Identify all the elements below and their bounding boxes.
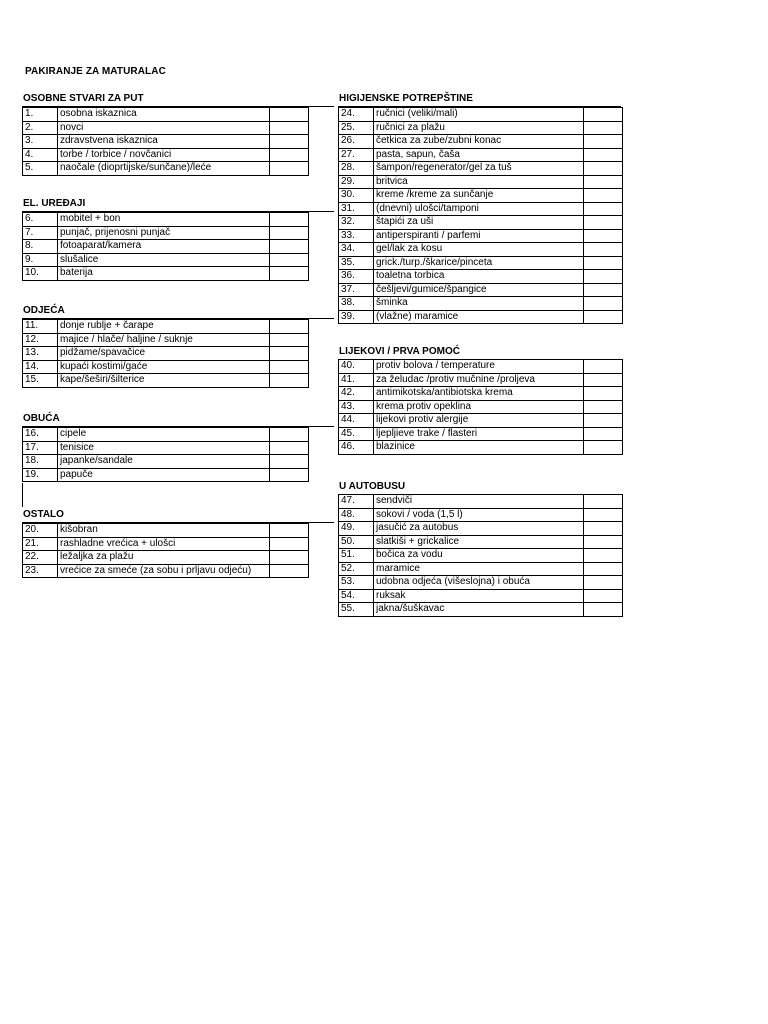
check-cell[interactable] (584, 270, 623, 284)
table-row (23, 360, 309, 374)
table-row (339, 202, 623, 216)
table-row (23, 374, 309, 388)
item-label: blazinice (374, 441, 584, 455)
item-number: 44. (339, 414, 374, 428)
item-number: 40. (339, 360, 374, 374)
item-label: maramice (374, 562, 584, 576)
item-number: 27. (339, 148, 374, 162)
item-label: štapići za uši (374, 216, 584, 230)
table-row (339, 189, 623, 203)
table-row (23, 455, 309, 469)
item-number: 54. (339, 589, 374, 603)
checklist-table (338, 107, 623, 324)
check-cell[interactable] (270, 121, 309, 135)
item-label: ležaljka za plažu (58, 551, 270, 565)
item-label: krema protiv opeklina (374, 400, 584, 414)
item-label: fotoaparat/kamera (58, 240, 270, 254)
checklist-table (22, 427, 309, 482)
section-heading: OSOBNE STVARI ZA PUT (22, 92, 334, 107)
section-lijekovi (338, 345, 623, 455)
section-ostalo (22, 508, 334, 578)
check-cell[interactable] (584, 256, 623, 270)
item-label: četkica za zube/zubni konac (374, 135, 584, 149)
check-cell[interactable] (270, 240, 309, 254)
table-row (339, 135, 623, 149)
item-number: 8. (23, 240, 58, 254)
table-row (339, 495, 623, 509)
check-cell[interactable] (584, 148, 623, 162)
table-row (339, 216, 623, 230)
table-row (339, 310, 623, 324)
check-cell[interactable] (270, 320, 309, 334)
item-label: antiperspiranti / parfemi (374, 229, 584, 243)
check-cell[interactable] (584, 603, 623, 617)
item-number: 9. (23, 253, 58, 267)
table-row (23, 148, 309, 162)
check-cell[interactable] (584, 175, 623, 189)
check-cell[interactable] (584, 495, 623, 509)
table-row (23, 226, 309, 240)
item-number: 17. (23, 441, 58, 455)
item-number: 14. (23, 360, 58, 374)
item-label: naočale (dioprtijske/sunčane)/leće (58, 162, 270, 176)
check-cell[interactable] (270, 226, 309, 240)
checklist-table (22, 319, 309, 388)
check-cell[interactable] (584, 508, 623, 522)
checklist-table (22, 107, 309, 176)
check-cell[interactable] (584, 535, 623, 549)
check-cell[interactable] (270, 537, 309, 551)
check-cell[interactable] (270, 148, 309, 162)
item-label: ljepljieve trake / flasteri (374, 427, 584, 441)
item-label: ručnici za plažu (374, 121, 584, 135)
item-number: 28. (339, 162, 374, 176)
item-number: 52. (339, 562, 374, 576)
item-number: 33. (339, 229, 374, 243)
item-number: 21. (23, 537, 58, 551)
item-number: 13. (23, 347, 58, 361)
item-number: 12. (23, 333, 58, 347)
table-row (339, 283, 623, 297)
table-row (23, 267, 309, 281)
check-cell[interactable] (270, 253, 309, 267)
check-cell[interactable] (270, 135, 309, 149)
item-number: 1. (23, 108, 58, 122)
item-number: 23. (23, 564, 58, 578)
table-row (23, 135, 309, 149)
item-number: 47. (339, 495, 374, 509)
section-obuca (22, 412, 334, 482)
item-label: protiv bolova / temperature (374, 360, 584, 374)
item-number: 34. (339, 243, 374, 257)
item-number: 41. (339, 373, 374, 387)
item-label: kreme /kreme za sunčanje (374, 189, 584, 203)
table-row (339, 229, 623, 243)
table-row (339, 108, 623, 122)
table-row (339, 441, 623, 455)
item-label: slušalice (58, 253, 270, 267)
check-cell[interactable] (584, 387, 623, 401)
item-number: 3. (23, 135, 58, 149)
table-row (339, 270, 623, 284)
check-cell[interactable] (584, 229, 623, 243)
check-cell[interactable] (584, 310, 623, 324)
item-label: baterija (58, 267, 270, 281)
section-heading: EL. UREĐAJI (22, 197, 334, 212)
item-number: 16. (23, 428, 58, 442)
item-label: majice / hlače/ haljine / suknje (58, 333, 270, 347)
item-number: 42. (339, 387, 374, 401)
item-label: britvica (374, 175, 584, 189)
item-label: češljevi/gumice/špangice (374, 283, 584, 297)
check-cell[interactable] (270, 524, 309, 538)
check-cell[interactable] (584, 135, 623, 149)
check-cell[interactable] (584, 121, 623, 135)
item-label: kupaći kostimi/gaće (58, 360, 270, 374)
item-label: mobitel + bon (58, 213, 270, 227)
table-row (339, 522, 623, 536)
item-label: zdravstvena iskaznica (58, 135, 270, 149)
item-label: udobna odjeća (višeslojna) i obuća (374, 576, 584, 590)
checklist-table (338, 494, 623, 617)
item-number: 19. (23, 468, 58, 482)
check-cell[interactable] (270, 564, 309, 578)
table-row (23, 347, 309, 361)
check-cell[interactable] (270, 213, 309, 227)
item-label: bočica za vodu (374, 549, 584, 563)
item-number: 4. (23, 148, 58, 162)
table-row (339, 360, 623, 374)
table-row (23, 162, 309, 176)
table-row (23, 468, 309, 482)
item-number: 26. (339, 135, 374, 149)
section-heading: OBUĆA (22, 412, 334, 427)
table-row (339, 427, 623, 441)
item-number: 15. (23, 374, 58, 388)
section-heading: ODJEĆA (22, 304, 334, 319)
item-number: 20. (23, 524, 58, 538)
check-cell[interactable] (270, 360, 309, 374)
check-cell[interactable] (270, 441, 309, 455)
check-cell[interactable] (584, 360, 623, 374)
table-row (339, 535, 623, 549)
item-label: toaletna torbica (374, 270, 584, 284)
table-row (339, 373, 623, 387)
item-label: gel/lak za kosu (374, 243, 584, 257)
item-label: donje rublje + čarape (58, 320, 270, 334)
item-label: novci (58, 121, 270, 135)
item-number: 25. (339, 121, 374, 135)
table-row (339, 400, 623, 414)
item-label: papuče (58, 468, 270, 482)
table-row (339, 562, 623, 576)
section-el-uredaji (22, 197, 334, 281)
item-label: sokovi / voda (1,5 l) (374, 508, 584, 522)
check-cell[interactable] (270, 455, 309, 469)
check-cell[interactable] (270, 374, 309, 388)
item-number: 22. (23, 551, 58, 565)
checklist-table (338, 359, 623, 455)
check-cell[interactable] (584, 576, 623, 590)
check-cell[interactable] (584, 414, 623, 428)
section-odjeca (22, 304, 334, 388)
table-row (23, 551, 309, 565)
item-number: 51. (339, 549, 374, 563)
section-autobus (338, 480, 623, 617)
item-number: 24. (339, 108, 374, 122)
table-row (23, 213, 309, 227)
item-number: 50. (339, 535, 374, 549)
check-cell[interactable] (584, 202, 623, 216)
section-osobne (22, 92, 334, 176)
table-row (339, 121, 623, 135)
table-row (339, 243, 623, 257)
item-number: 30. (339, 189, 374, 203)
item-number: 2. (23, 121, 58, 135)
check-cell[interactable] (584, 216, 623, 230)
check-cell[interactable] (270, 428, 309, 442)
item-label: punjač, prijenosni punjač (58, 226, 270, 240)
checklist-table (22, 212, 309, 281)
check-cell[interactable] (270, 551, 309, 565)
item-number: 10. (23, 267, 58, 281)
item-label: vrećice za smeće (za sobu i prljavu odjeću) (58, 564, 270, 578)
check-cell[interactable] (584, 589, 623, 603)
check-cell[interactable] (584, 522, 623, 536)
check-cell[interactable] (584, 373, 623, 387)
item-label: osobna iskaznica (58, 108, 270, 122)
check-cell[interactable] (270, 108, 309, 122)
check-cell[interactable] (584, 283, 623, 297)
check-cell[interactable] (584, 400, 623, 414)
item-number: 31. (339, 202, 374, 216)
item-label: torbe / torbice / novčanici (58, 148, 270, 162)
check-cell[interactable] (270, 162, 309, 176)
check-cell[interactable] (270, 468, 309, 482)
item-number: 32. (339, 216, 374, 230)
table-row (339, 603, 623, 617)
check-cell[interactable] (270, 333, 309, 347)
item-label: ruksak (374, 589, 584, 603)
table-row (339, 549, 623, 563)
item-label: pidžame/spavačice (58, 347, 270, 361)
table-row (23, 441, 309, 455)
item-label: kišobran (58, 524, 270, 538)
checklist-table (22, 523, 309, 578)
section-higijena (338, 92, 623, 324)
table-row (339, 256, 623, 270)
table-row (339, 162, 623, 176)
table-row (23, 121, 309, 135)
table-row (339, 589, 623, 603)
item-label: rashladne vrećica + ulošci (58, 537, 270, 551)
check-cell[interactable] (584, 562, 623, 576)
table-row (23, 320, 309, 334)
table-row (339, 576, 623, 590)
item-label: tenisice (58, 441, 270, 455)
item-number: 11. (23, 320, 58, 334)
table-row (23, 253, 309, 267)
check-cell[interactable] (584, 162, 623, 176)
item-number: 35. (339, 256, 374, 270)
check-cell[interactable] (584, 297, 623, 311)
item-number: 45. (339, 427, 374, 441)
check-cell[interactable] (584, 189, 623, 203)
item-label: sendviči (374, 495, 584, 509)
item-label: kape/šeširi/šilterice (58, 374, 270, 388)
table-row (23, 537, 309, 551)
item-number: 29. (339, 175, 374, 189)
section-heading: LIJEKOVI / PRVA POMOĆ (339, 346, 460, 357)
table-row (23, 524, 309, 538)
check-cell[interactable] (270, 267, 309, 281)
item-label: jakna/šuškavac (374, 603, 584, 617)
item-label: slatkiši + grickalice (374, 535, 584, 549)
section-heading: U AUTOBUSU (339, 481, 406, 492)
item-number: 43. (339, 400, 374, 414)
page-title: PAKIRANJE ZA MATURALAC (25, 66, 166, 77)
table-row (339, 508, 623, 522)
item-number: 48. (339, 508, 374, 522)
check-cell[interactable] (584, 549, 623, 563)
table-row (339, 297, 623, 311)
check-cell[interactable] (270, 347, 309, 361)
item-number: 36. (339, 270, 374, 284)
item-label: cipele (58, 428, 270, 442)
left-border-line (22, 483, 23, 507)
check-cell[interactable] (584, 243, 623, 257)
item-label: pasta, sapun, čaša (374, 148, 584, 162)
item-number: 39. (339, 310, 374, 324)
table-row (23, 333, 309, 347)
item-label: šampon/regenerator/gel za tuš (374, 162, 584, 176)
item-label: jasučić za autobus (374, 522, 584, 536)
item-label: lijekovi protiv alergije (374, 414, 584, 428)
item-number: 18. (23, 455, 58, 469)
item-number: 55. (339, 603, 374, 617)
table-row (339, 175, 623, 189)
table-row (339, 414, 623, 428)
table-row (23, 428, 309, 442)
table-row (23, 108, 309, 122)
item-label: japanke/sandale (58, 455, 270, 469)
item-label: (vlažne) maramice (374, 310, 584, 324)
table-row (339, 148, 623, 162)
item-number: 5. (23, 162, 58, 176)
item-number: 46. (339, 441, 374, 455)
item-number: 37. (339, 283, 374, 297)
item-label: antimikotska/antibiotska krema (374, 387, 584, 401)
item-number: 49. (339, 522, 374, 536)
item-label: grick./turp./škarice/pinceta (374, 256, 584, 270)
section-heading: HIGIJENSKE POTREPŠTINE (338, 92, 621, 107)
table-row (339, 387, 623, 401)
section-heading: OSTALO (22, 508, 334, 523)
item-label: za želudac /protiv mučnine /proljeva (374, 373, 584, 387)
check-cell[interactable] (584, 108, 623, 122)
item-number: 53. (339, 576, 374, 590)
check-cell[interactable] (584, 441, 623, 455)
table-row (23, 240, 309, 254)
item-label: šminka (374, 297, 584, 311)
item-number: 7. (23, 226, 58, 240)
table-row (23, 564, 309, 578)
item-number: 38. (339, 297, 374, 311)
check-cell[interactable] (584, 427, 623, 441)
item-number: 6. (23, 213, 58, 227)
item-label: (dnevni) ulošci/tamponi (374, 202, 584, 216)
item-label: ručnici (veliki/mali) (374, 108, 584, 122)
